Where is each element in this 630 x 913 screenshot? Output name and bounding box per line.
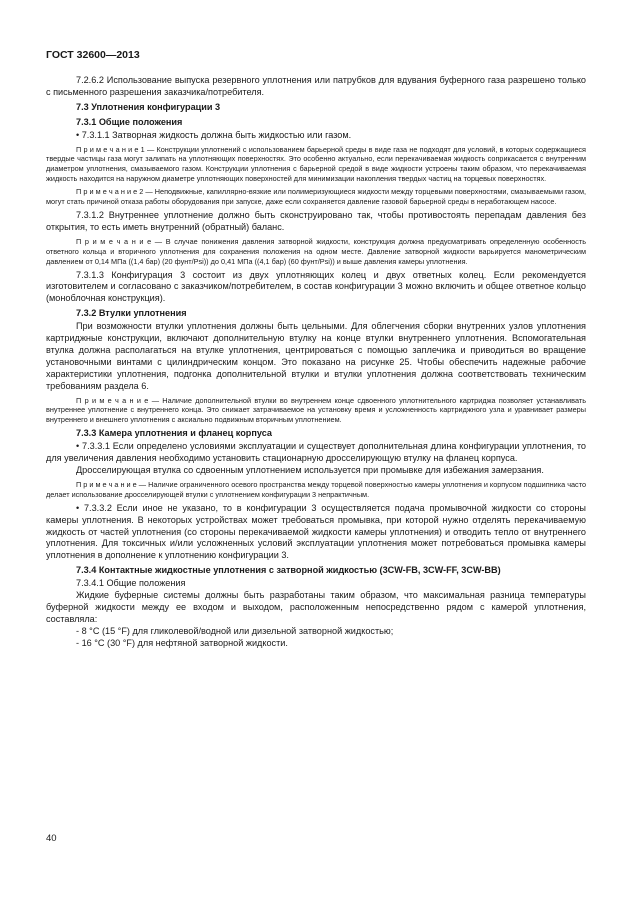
paragraph-7-3-4-1: 7.3.4.1 Общие положения [76,578,186,589]
note-axial-space: П р и м е ч а н и е — Наличие ограниченного осевого пространства между торцевой поверхностью камеры уплотнения и корпусом подшипника часто делает использование дросселирующей втулки с уплотнением конфигурации 3 непрактичным. [46,479,587,499]
heading-7-3-3: 7.3.3 Камера уплотнения и фланец корпуса [76,428,272,439]
page-number: 40 [46,833,57,844]
document-header: ГОСТ 32600—2013 [46,49,140,61]
list-item-glycol: - 8 °С (15 °F) для гликолевой/водной или дизельной затворной жидкостью; [76,625,394,636]
document-body [46,75,586,650]
heading-7-3-4: 7.3.4 Контактные жидкостные уплотнения с затворной жидкостью (3CW-FB, 3CW-FF, 3CW-BB) [76,565,501,576]
heading-7-3-1: 7.3.1 Общие положения [76,116,183,127]
heading-7-3-2: 7.3.2 Втулки уплотнения [76,308,187,319]
note-sleeve: П р и м е ч а н и е — Наличие дополнительной втулки во внутреннем конце сдвоенного уплотнительного картриджа позволяет устанавливать внутреннее уплотнение с внутреннего конца. Это снижает затрачиваемое на установку время и усложненность картриджного узла и уравнивает размеры внутреннего и внешнего уплотнения с аксиально подвижным вторичным уплотнением. [46,395,586,425]
heading-7-3: 7.3 Уплотнения конфигурации 3 [76,101,221,112]
paragraph-7-3-1-3: 7.3.1.3 Конфигурация 3 состоит из двух уплотняющих колец и двух ответных колец. Если рекомендуется изготовителем и согласовано с заказчиком/потребителем, в состав конфигурации 3 можно включить и общее ответное кольцо (моноблочная конструкция). [46,269,586,304]
paragraph-sleeves: При возможности втулки уплотнения должны быть цельными. Для облегчения сборки внутренних узлов уплотнения картриджные конструкции, включают дополнительную втулку на конце втулки внутреннего уплотнения. Вспомогательная втулка должна располагаться на втулке уплотнения, центрироваться с помощью заплечика и приводиться во вращение установочными винтами с цилиндрическим концом. Это показано на рисунке 25. Чтобы обеспечить надежные рабочие характеристики уплотнения, подгонка дополнительной втулки и втулки уплотнения должна соответствовать техническим требованиям раздела 6. [46,321,586,391]
paragraph-7-3-1-2: 7.3.1.2 Внутреннее уплотнение должно быть сконструировано так, чтобы противостоять перепадам давления без открытия, то есть иметь внутренний (обратный) баланс. [46,209,586,232]
paragraph-7-2-6-2: 7.2.6.2 Использование выпуска резервного уплотнения или патрубков для вдувания буферного газа разрешено только с письменного разрешения заказчика/потребителя. [46,75,586,97]
list-item-oil: - 16 °С (30 °F) для нефтяной затворной жидкости. [76,637,288,648]
paragraph-throttle-bushing: Дросселирующая втулка со сдвоенным уплотнением используется при промывке для избежания замерзания. [76,465,544,475]
note-pressure: П р и м е ч а н и е — В случае понижения давления затворной жидкости, конструкция должна предусматривать определенную особенность ответного кольца и вторичного уплотнения для сохранения положения на одном месте. Давление затворной жидкости варьируется манометрическим давлением от 0,14 МПа ((1,4 бар) (20 фунт/Psi)) до 0,41 МПа ((4,1 бар) (60 фунт/Psi)) и выше давления камеры уплотнения. [46,236,586,266]
note-1: П р и м е ч а н и е 1 — Конструкции уплотнений с использованием барьерной среды в виде газа не подходят для условий, в которых содержащиеся твердые частицы газа могут залипать на уплотняющих поверхностях. Это особенно актуально, если перекачиваемая жидкость соприкасается с внутренним диаметром уплотнения, смазываемого газом. Конструкции уплотнения с барьерной средой в виде жидкости устроены таким образом, что перекачиваемая жидкость находится на наружном диаметре уплотняющих поверхностей для минимизации накопления твердых частиц на торцевых поверхностях. [46,144,586,184]
paragraph-buffer-systems: Жидкие буферные системы должны быть разработаны таким образом, что максимальная разница температуры буферной жидкости между ее входом и выходом, расположенным непосредственно рядом с камерой уплотнения, составляла: [46,590,586,624]
note-2: П р и м е ч а н и е 2 — Неподвижные, капиллярно-вязкие или полимеризующиеся жидкости между торцевыми поверхностями, смазываемыми газом, могут стать причиной отказа работы оборудования при запуске, даже если сохраняется давление газовой барьерной среды в неработающем насосе. [46,187,586,207]
paragraph-7-3-1-1: • 7.3.1.1 Затворная жидкость должна быть жидкостью или газом. [76,129,352,140]
paragraph-7-3-3-2: • 7.3.3.2 Если иное не указано, то в конфигурации 3 осуществляется подача промывочной жидкости со стороны камеры уплотнения. В некоторых устройствах может требоваться промывка, при которой нужно отделять перекачиваемую жидкость от частей уплотнения (со стороны перекачиваемой жидкости камеры уплотнения) и отводить тепло от внутреннего уплотнения. Для токсичных и/или усложненных условий эксплуатации уплотнения может потребоваться промывка камеры уплотнения в дополнение к уплотнению конфигурации 3. [46,502,586,561]
paragraph-7-3-3-1: • 7.3.3.1 Если определено условиями эксплуатации и существует дополнительная длина конфигурации уплотнения, то для увеличения давления необходимо установить стационарную дросселирующую втулку на фланец корпуса. [46,441,586,464]
